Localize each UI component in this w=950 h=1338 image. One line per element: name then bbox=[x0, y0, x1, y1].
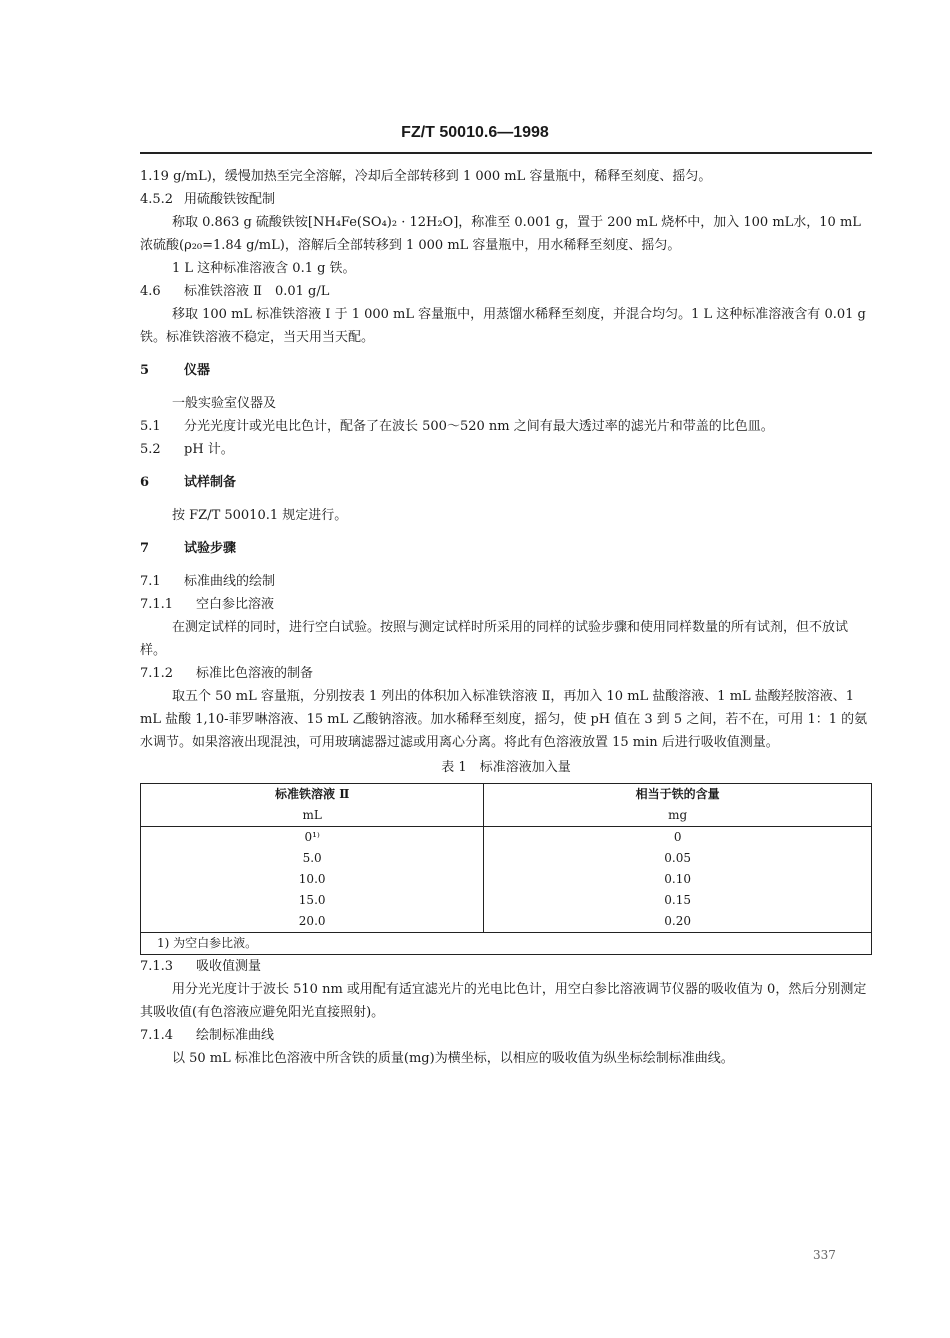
section-6-heading bbox=[140, 471, 872, 494]
section-title: 标准曲线的绘制 bbox=[184, 574, 276, 589]
page-number: 337 bbox=[813, 1248, 836, 1262]
table-header-col2: 相当于铁的含量 bbox=[635, 787, 720, 801]
table-row bbox=[141, 890, 872, 911]
section-7-1-1-text: 在测定试样的同时，进行空白试验。按照与测定试样时所采用的同样的试验步骤和使用同样数量的所有试剂，但不放试样。 bbox=[140, 620, 849, 658]
section-number: 7.1.4 bbox=[140, 1028, 174, 1043]
section-text: pH 计。 bbox=[184, 442, 234, 457]
section-4-6-heading bbox=[140, 280, 872, 303]
section-7-1-4-heading bbox=[140, 1024, 872, 1047]
section-4-5-2-heading bbox=[140, 188, 872, 211]
table-cell: 0¹⁾ bbox=[141, 827, 484, 849]
section-title: 标准铁溶液 Ⅱ 0.01 g/L bbox=[184, 284, 330, 299]
section-title: 试验步骤 bbox=[184, 541, 237, 556]
table-cell: 0.15 bbox=[664, 893, 692, 907]
section-title: 绘制标准曲线 bbox=[196, 1028, 275, 1043]
section-number: 5.1 bbox=[140, 419, 161, 434]
section-title: 试样制备 bbox=[184, 475, 237, 490]
table-cell: 10.0 bbox=[141, 869, 484, 890]
table-row bbox=[141, 827, 872, 849]
section-5-2 bbox=[140, 438, 872, 461]
section-4-5-2-text: 称取 0.863 g 硫酸铁铵[NH₄Fe(SO₄)₂ · 12H₂O]，称准至 0.001 g，置于 200 mL 烧杯中，加入 100 mL水，10 mL 浓硫酸(ρ₂₀=1.84 g/mL)，溶解后全部转移到 1 000 mL 容量瓶中，用水稀释至刻度、摇匀。 bbox=[140, 215, 861, 253]
section-number: 4.6 bbox=[140, 284, 161, 299]
section-7-1-2-text: 取五个 50 mL 容量瓶，分别按表 1 列出的体积加入标准铁溶液 Ⅱ，再加入 10 mL 盐酸溶液、1 mL 盐酸羟胺溶液、1 mL 盐酸 1,10-菲罗啉溶液、15 mL 乙酸钠溶液。加水稀释至刻度，摇匀，使 pH 值在 3 到 5 之间，若不在，可用 1：1 的氨水调节。如果溶液出现混浊，可用玻璃滤器过滤或用离心分离。将此有色溶液放置 15 min 后进行吸收值测量。 bbox=[140, 689, 868, 750]
table-cell: 0.05 bbox=[664, 851, 692, 865]
section-5-1 bbox=[140, 415, 872, 438]
table-header-col1: 标准铁溶液 Ⅱ bbox=[141, 784, 484, 806]
section-number: 7.1 bbox=[140, 574, 161, 589]
table-cell: 0 bbox=[673, 830, 682, 844]
table-unit-col1: mL bbox=[141, 805, 484, 827]
section-number: 7 bbox=[140, 541, 150, 556]
section-7-heading bbox=[140, 537, 872, 560]
section-7-1-1-heading bbox=[140, 593, 872, 616]
section-number: 5.2 bbox=[140, 442, 161, 457]
section-number: 4.5.2 bbox=[140, 192, 174, 207]
standard-solution-table bbox=[140, 783, 872, 955]
section-number: 7.1.1 bbox=[140, 597, 174, 612]
table-row bbox=[141, 848, 872, 869]
section-title: 标准比色溶液的制备 bbox=[196, 666, 314, 681]
section-4-6-text: 移取 100 mL 标准铁溶液 Ⅰ 于 1 000 mL 容量瓶中，用蒸馏水稀释至刻度，并混合均匀。1 L 这种标准溶液含有 0.01 g 铁。标准铁溶液不稳定，当天用当天配。 bbox=[140, 307, 866, 345]
section-text: 分光光度计或光电比色计，配备了在波长 500～520 nm 之间有最大透过率的滤光片和带盖的比色皿。 bbox=[184, 419, 774, 434]
section-6-text: 按 FZ/T 50010.1 规定进行。 bbox=[172, 508, 348, 523]
table-cell: 0.10 bbox=[664, 872, 692, 886]
document-body bbox=[140, 165, 872, 1070]
section-5-heading bbox=[140, 359, 872, 382]
section-4-5-2-note: 1 L 这种标准溶液含 0.1 g 铁。 bbox=[172, 261, 356, 276]
table-row bbox=[141, 869, 872, 890]
section-number: 7.1.3 bbox=[140, 959, 174, 974]
section-7-1-3-text: 用分光光度计于波长 510 nm 或用配有适宜滤光片的光电比色计，用空白参比溶液调节仪器的吸收值为 0，然后分别测定其吸收值(有色溶液应避免阳光直接照射)。 bbox=[140, 982, 867, 1020]
document-header: FZ/T 50010.6—1998 bbox=[401, 124, 549, 141]
table-cell: 15.0 bbox=[141, 890, 484, 911]
section-number: 5 bbox=[140, 363, 150, 378]
table-row bbox=[141, 911, 872, 933]
section-5-text: 一般实验室仪器及 bbox=[172, 396, 277, 411]
table-cell: 5.0 bbox=[141, 848, 484, 869]
section-title: 吸收值测量 bbox=[196, 959, 262, 974]
section-title: 用硫酸铁铵配制 bbox=[184, 192, 276, 207]
table-note-row bbox=[141, 933, 872, 955]
section-title: 空白参比溶液 bbox=[196, 597, 275, 612]
table-cell: 20.0 bbox=[141, 911, 484, 933]
section-7-1-3-heading bbox=[140, 955, 872, 978]
table-caption: 表 1 标准溶液加入量 bbox=[441, 760, 571, 775]
header-rule bbox=[140, 152, 872, 154]
section-7-1-2-heading bbox=[140, 662, 872, 685]
paragraph-continuation: 1.19 g/mL)，缓慢加热至完全溶解，冷却后全部转移到 1 000 mL 容量瓶中，稀释至刻度、摇匀。 bbox=[140, 169, 712, 184]
section-number: 7.1.2 bbox=[140, 666, 174, 681]
section-title: 仪器 bbox=[184, 363, 211, 378]
section-7-1-heading bbox=[140, 570, 872, 593]
section-7-1-4-text: 以 50 mL 标准比色溶液中所含铁的质量(mg)为横坐标，以相应的吸收值为纵坐标绘制标准曲线。 bbox=[172, 1051, 734, 1066]
table-unit-col2: mg bbox=[484, 805, 872, 827]
table-cell: 0.20 bbox=[664, 914, 692, 928]
table-footnote: 1) 为空白参比液。 bbox=[141, 933, 872, 955]
section-number: 6 bbox=[140, 475, 150, 490]
